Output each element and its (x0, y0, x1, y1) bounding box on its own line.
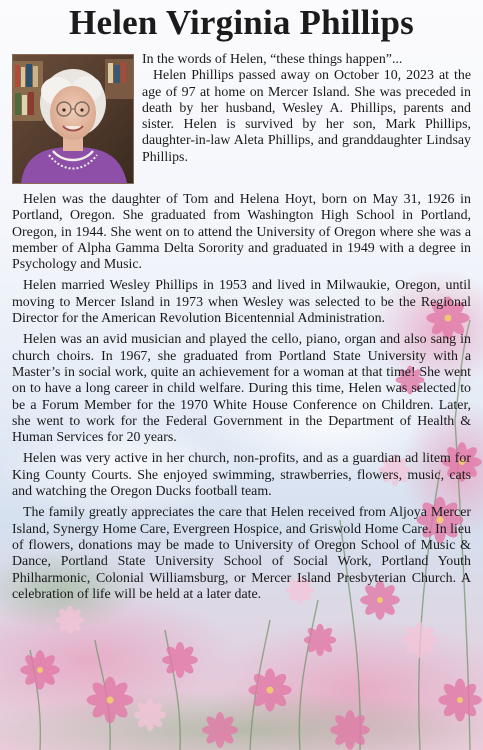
paragraph-interests: Helen was very active in her church, non-profits, and as a guardian ad litem for King County Courts. She enjoyed swimming, strawberries, flowers, music, cats and watching the Oregon Ducks football team. (12, 451, 471, 500)
paragraph-acknowledgements: The family greatly appreciates the care that Helen received from Aljoya Mercer Island, Synergy Home Care, Evergreen Hospice, and Griswold Home Care. In lieu of flowers, donations may be made to University of Oregon School of Music & Dance, Portland State University School of Social Work, Portland Youth Philharmonic, Colonial Williamsburg, or Mercer Island Presbyterian Church. A celebration of life will be held at a later date. (12, 505, 471, 602)
intro-section (12, 52, 471, 192)
paragraph-passing: Helen Phillips passed away on October 10, 2023 at the age of 97 at home on Mercer Island. She was preceded in death by her husband, Wesley A. Phillips, parents and sister. Helen is survived by her son, Mark Phillips, daughter-in-law Aleta Phillips, and granddaughter Lindsay Phillips. (142, 68, 471, 165)
opening-quote: In the words of Helen, “these things happen”... (142, 52, 403, 67)
portrait-photo (12, 54, 134, 184)
paragraph-marriage: Helen married Wesley Phillips in 1953 and lived in Milwaukie, Oregon, until moving to Mercer Island in 1973 when Wesley was selected to be the Regional Director for the American Revolution Bicentennial Administration. (12, 278, 471, 327)
obituary-title: Helen Virginia Phillips (69, 3, 414, 42)
paragraph-early-life: Helen was the daughter of Tom and Helena Hoyt, born on May 31, 1926 in Portland, Oregon. She graduated from Washington High School in Portland, Oregon, in 1944. She went on to attend the University of Oregon where she was a member of Alpha Gamma Delta Sorority and graduated in 1949 with a degree in Psychology and Music. (12, 192, 471, 273)
paragraph-career: Helen was an avid musician and played the cello, piano, organ and also sang in church choirs. In 1967, she graduated from Portland State University with a Master’s in social work, quite an achievement for a woman at that time! She went on to have a long career in child welfare. During this time, Helen was selected to be a Forum Member for the 1970 White House Conference on Children. Later, she went to work for the Federal Government in the Department of Health & Human Services for 20 years. (12, 332, 471, 446)
